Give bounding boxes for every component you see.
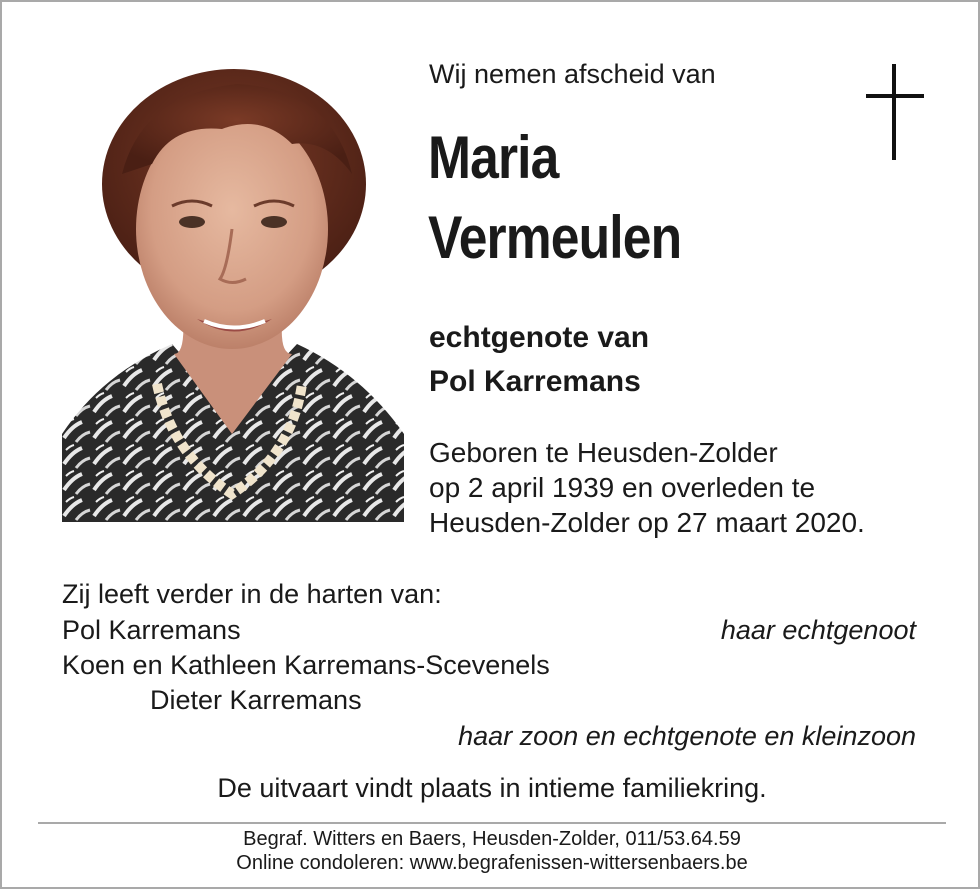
portrait-photo — [62, 54, 404, 522]
survivor-name-3: Dieter Karremans — [150, 685, 362, 715]
footer-divider — [38, 822, 946, 824]
funeral-note: De uitvaart vindt plaats in intieme familiekring. — [217, 773, 767, 803]
survivor-relation-1: haar echtgenoot — [720, 615, 916, 645]
spouse-name: Pol Karremans — [429, 365, 641, 398]
birth-line-1: Geboren te Heusden-Zolder — [429, 437, 778, 468]
survivor-name-2: Koen en Kathleen Karremans-Scevenels — [62, 650, 550, 680]
cross-horizontal-bar — [866, 94, 924, 98]
spouse-block — [429, 316, 649, 404]
latin-cross-icon — [866, 64, 924, 160]
survivor-relation-2: haar zoon en echtgenote en kleinzoon — [458, 721, 916, 751]
cross-vertical-bar — [892, 64, 896, 160]
survivor-name-1: Pol Karremans — [62, 615, 241, 645]
birth-death-text — [429, 435, 865, 540]
spouse-label: echtgenote van — [429, 321, 650, 354]
birth-line-2: op 2 april 1939 en overleden te — [429, 472, 816, 503]
deceased-name — [428, 118, 681, 278]
survivors-heading: Zij leeft verder in de harten van: — [62, 579, 442, 609]
birth-line-3: Heusden-Zolder op 27 maart 2020. — [429, 507, 865, 538]
online-condolence-link[interactable]: Online condoleren: www.begrafenissen-wittersenbaers.be — [236, 852, 748, 874]
portrait-illustration — [62, 54, 404, 522]
funeral-home-info: Begraf. Witters en Baers, Heusden-Zolder, 011/53.64.59 — [243, 828, 741, 850]
last-name: Vermeulen — [428, 204, 682, 271]
first-name: Maria — [428, 124, 559, 191]
intro-text: Wij nemen afscheid van — [429, 59, 716, 89]
